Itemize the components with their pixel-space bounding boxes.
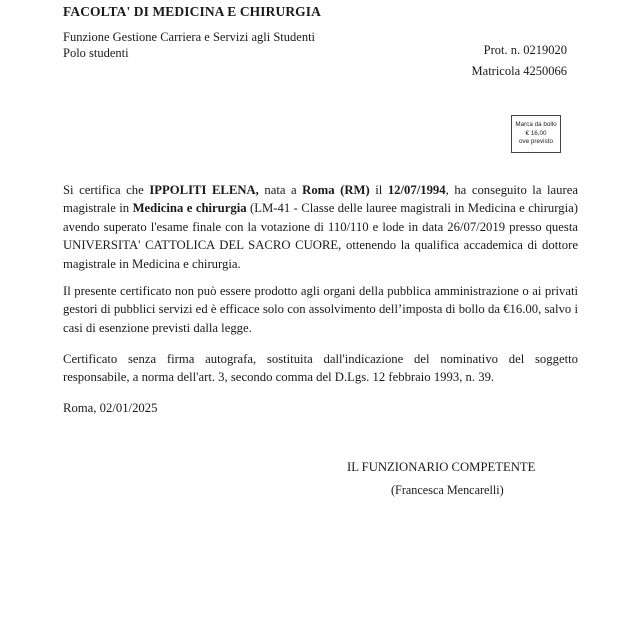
degree-name: Medicina e chirurgia bbox=[132, 201, 247, 216]
text-segment: il bbox=[369, 183, 388, 197]
birthdate: 12/07/1994 bbox=[387, 183, 446, 197]
protocol-number: Prot. n. 0219020 bbox=[483, 43, 567, 57]
office-name: Polo studenti bbox=[63, 46, 129, 60]
signature-notice-paragraph: Certificato senza firma autografa, sostituita dall'indicazione del nominativo del soggetto responsabile, a norma dell'art. 3, secondo comma del D.Lgs. 12 febbraio 1993, n. 39. bbox=[63, 352, 578, 385]
signer-title: IL FUNZIONARIO COMPETENTE bbox=[347, 460, 536, 474]
signer-name: (Francesca Mencarelli) bbox=[391, 483, 504, 497]
place-and-date: Roma, 02/01/2025 bbox=[63, 401, 158, 415]
faculty-title: FACOLTA' DI MEDICINA E CHIRURGIA bbox=[63, 4, 321, 19]
birthplace: Roma (RM) bbox=[302, 183, 370, 197]
student-id-number: Matricola 4250066 bbox=[471, 64, 567, 78]
stamp-line-2: € 16,00 bbox=[525, 129, 547, 137]
department-block bbox=[63, 29, 315, 61]
text-segment: (LM-41 - Classe delle lauree magistrali in Medicina e chirurgia) avendo superato l'esame finale con la votazione di 110/110 e lode in data 26/07/2019 presso questa UNIVERSITA' CATTOLICA DEL SACRO CUORE, ottenendo la qualifica accademica di dottore magistrale in Medicina e chirurgia. bbox=[63, 201, 578, 271]
text-segment: Si certifica che bbox=[63, 183, 150, 197]
revenue-stamp-box bbox=[511, 115, 561, 153]
certification-paragraph bbox=[63, 181, 578, 273]
graduate-name: IPPOLITI ELENA, bbox=[149, 183, 259, 197]
department-name: Funzione Gestione Carriera e Servizi agli Studenti bbox=[63, 30, 316, 44]
stamp-line-1: Marca da bollo bbox=[515, 121, 557, 129]
validity-paragraph: Il presente certificato non può essere prodotto agli organi della pubblica amministrazione o ai privati gestori di pubblici servizi ed è efficace solo con assolvimento dell’imposta di bollo da €16.00, salvo i casi di esenzione previsti dalla legge. bbox=[63, 284, 578, 335]
text-segment: , ha conseguito la laurea magistrale in bbox=[63, 183, 578, 216]
stamp-line-3: ove previsto bbox=[519, 138, 553, 146]
text-segment: nata a bbox=[258, 183, 303, 197]
